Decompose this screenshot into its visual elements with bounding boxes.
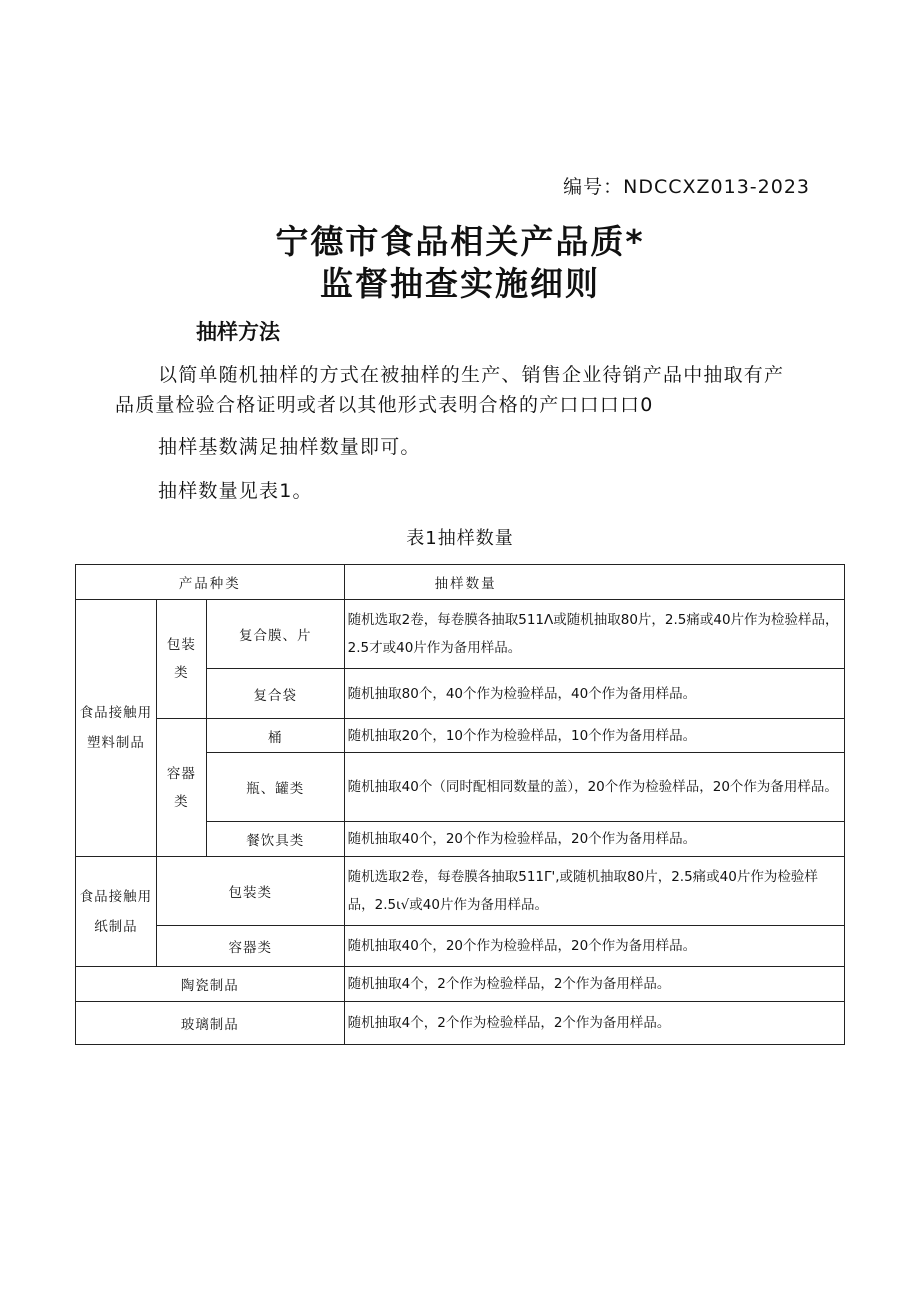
film-name-cell: 复合膜、片: [206, 600, 344, 669]
tableware-name-cell: 餐饮具类: [206, 822, 344, 857]
ceramic-name-cell: 陶瓷制品: [76, 967, 345, 1002]
table-header-row: [76, 565, 845, 600]
bottle-desc-cell: 随机抽取40个（同时配相同数量的盖），20个作为检验样品，20个作为备用样品。: [344, 753, 844, 822]
header-category: 产品种类: [76, 565, 345, 600]
tableware-desc-cell: 随机抽取40个，20个作为检验样品，20个作为备用样品。: [344, 822, 844, 857]
table-row: [76, 926, 845, 967]
plastic-container-cell: 容器类: [156, 719, 206, 857]
bag-name-cell: 复合袋: [206, 669, 344, 719]
sampling-table: [75, 564, 845, 1045]
bag-desc-cell: 随机抽取80个，40个作为检验样品，40个作为备用样品。: [344, 669, 844, 719]
document-title-line2: 监督抽查实施细则: [320, 264, 600, 303]
paper-packaging-name-cell: 包装类: [156, 857, 344, 926]
section-heading: 抽样方法: [196, 320, 280, 344]
film-desc-cell: 随机选取2卷，每卷膜各抽取511Λ或随机抽取80片，2.5痛或40片作为检验样品，2.5才或40片作为备用样品。: [344, 600, 844, 669]
table-row: [76, 600, 845, 669]
plastic-packaging-cell: 包装类: [156, 600, 206, 719]
document-title-line1: 宁德市食品相关产品质*: [275, 222, 645, 261]
document-number: 编号：NDCCXZ013-2023: [563, 176, 810, 198]
table-row: [76, 967, 845, 1002]
ceramic-desc-cell: 随机抽取4个，2个作为检验样品，2个作为备用样品。: [344, 967, 844, 1002]
paragraph-1-line-2: 品质量检验合格证明或者以其他形式表明合格的产口口口口0: [115, 394, 654, 416]
paper-group-cell: 食品接触用纸制品: [76, 857, 157, 967]
bucket-desc-cell: 随机抽取20个，10个作为检验样品，10个作为备用样品。: [344, 719, 844, 753]
paper-container-name-cell: 容器类: [156, 926, 344, 967]
table-row: [76, 857, 845, 926]
table-caption: 表1抽样数量: [406, 528, 514, 549]
paragraph-3: 抽样数量见表1。: [158, 480, 313, 502]
glass-name-cell: 玻璃制品: [76, 1002, 345, 1045]
plastic-group-cell: 食品接触用塑料制品: [76, 600, 157, 857]
header-quantity: 抽样数量: [344, 565, 844, 600]
paragraph-1-line-1: 以简单随机抽样的方式在被抽样的生产、销售企业待销产品中抽取有产: [158, 364, 785, 386]
bottle-name-cell: 瓶、罐类: [206, 753, 344, 822]
bucket-name-cell: 桶: [206, 719, 344, 753]
paragraph-2: 抽样基数满足抽样数量即可。: [158, 436, 421, 458]
paper-container-desc-cell: 随机抽取40个，20个作为检验样品，20个作为备用样品。: [344, 926, 844, 967]
table-row: [76, 719, 845, 753]
glass-desc-cell: 随机抽取4个，2个作为检验样品，2个作为备用样品。: [344, 1002, 844, 1045]
paper-packaging-desc-cell: 随机选取2卷，每卷膜各抽取511Γ',或随机抽取80片，2.5痛或40片作为检验样品，2.5ι√或40片作为备用样品。: [344, 857, 844, 926]
table-row: [76, 1002, 845, 1045]
